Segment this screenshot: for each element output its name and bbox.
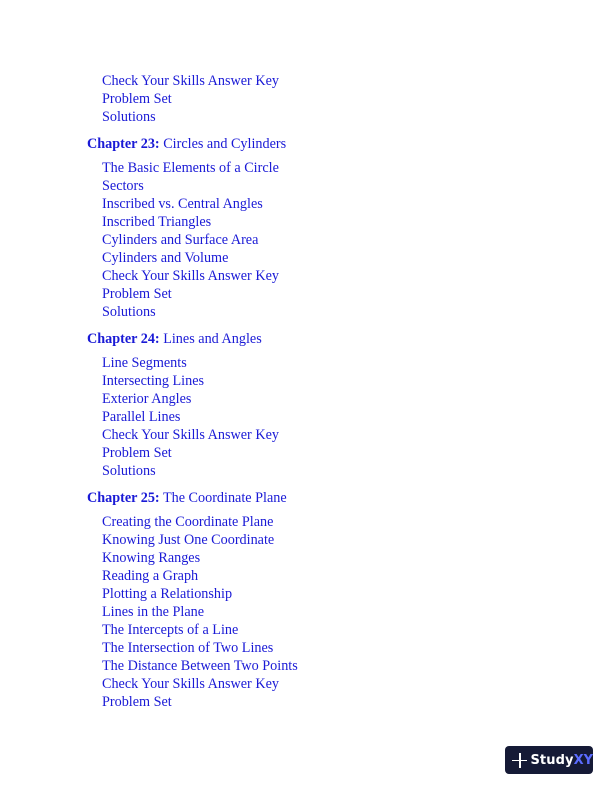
- chapter-number: Chapter 23:: [87, 136, 160, 152]
- toc-link[interactable]: Cylinders and Volume: [102, 250, 229, 266]
- toc-link[interactable]: Problem Set: [102, 91, 172, 107]
- toc-list-chapter-23: [102, 159, 279, 321]
- toc-link[interactable]: Check Your Skills Answer Key: [102, 676, 279, 692]
- toc-link[interactable]: The Basic Elements of a Circle: [102, 160, 279, 176]
- chapter-title: Circles and Cylinders: [163, 136, 287, 152]
- toc-link[interactable]: Check Your Skills Answer Key: [102, 73, 279, 89]
- toc-link[interactable]: Creating the Coordinate Plane: [102, 514, 274, 530]
- toc-link[interactable]: Solutions: [102, 109, 156, 125]
- toc-list-chapter-25: [102, 513, 298, 711]
- toc-link[interactable]: Solutions: [102, 463, 156, 479]
- toc-link[interactable]: Sectors: [102, 178, 144, 194]
- toc-link[interactable]: The Distance Between Two Points: [102, 658, 298, 674]
- toc-link[interactable]: The Intersection of Two Lines: [102, 640, 274, 656]
- toc-link[interactable]: The Intercepts of a Line: [102, 622, 239, 638]
- toc-link[interactable]: Lines in the Plane: [102, 604, 205, 620]
- toc-list-chapter-24: [102, 354, 279, 480]
- toc-link[interactable]: Problem Set: [102, 445, 172, 461]
- toc-link[interactable]: Inscribed Triangles: [102, 214, 212, 230]
- toc-link[interactable]: Line Segments: [102, 355, 187, 371]
- toc-link[interactable]: Problem Set: [102, 286, 172, 302]
- toc-link[interactable]: Intersecting Lines: [102, 373, 205, 389]
- toc-link[interactable]: Check Your Skills Answer Key: [102, 268, 279, 284]
- chapter-23-heading[interactable]: [87, 135, 286, 153]
- plus-icon: [512, 753, 524, 768]
- toc-link[interactable]: Parallel Lines: [102, 409, 181, 425]
- chapter-24-heading[interactable]: [87, 330, 262, 348]
- toc-link[interactable]: Knowing Ranges: [102, 550, 201, 566]
- chapter-title: The Coordinate Plane: [162, 490, 287, 506]
- toc-link[interactable]: Inscribed vs. Central Angles: [102, 196, 263, 212]
- toc-link[interactable]: Problem Set: [102, 694, 172, 710]
- toc-link[interactable]: Solutions: [102, 304, 156, 320]
- toc-link[interactable]: Knowing Just One Coordinate: [102, 532, 275, 548]
- brand-name: Study: [530, 752, 574, 768]
- brand-accent: XY: [573, 752, 593, 768]
- chapter-number: Chapter 24:: [87, 331, 160, 347]
- toc-link[interactable]: Plotting a Relationship: [102, 586, 233, 602]
- toc-link[interactable]: Cylinders and Surface Area: [102, 232, 259, 248]
- toc-link[interactable]: Reading a Graph: [102, 568, 199, 584]
- toc-list-top: [102, 72, 279, 126]
- toc-link[interactable]: Exterior Angles: [102, 391, 192, 407]
- studyxy-badge[interactable]: [505, 746, 593, 774]
- chapter-title: Lines and Angles: [163, 331, 262, 347]
- toc-link[interactable]: Check Your Skills Answer Key: [102, 427, 279, 443]
- chapter-number: Chapter 25:: [87, 490, 160, 506]
- chapter-25-heading[interactable]: [87, 489, 287, 507]
